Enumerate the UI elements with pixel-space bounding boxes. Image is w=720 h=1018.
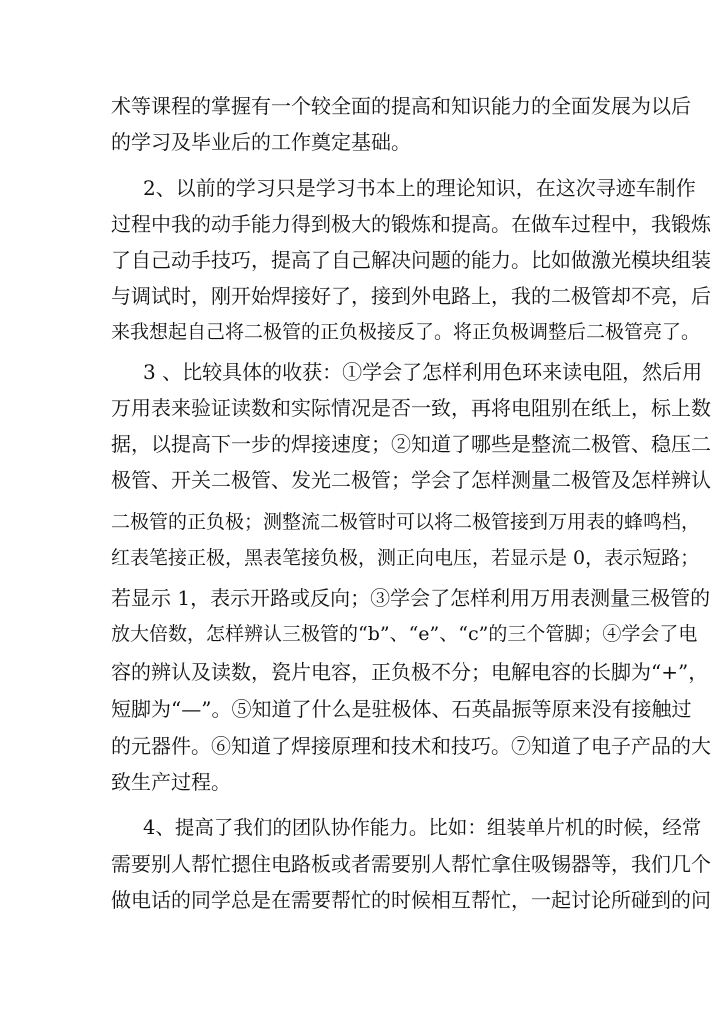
text-line: 的元器件。⑥知道了焊接原理和技术和技巧。⑦知道了电子产品的大 <box>111 734 711 758</box>
text-line: 据，以提高下一步的焊接速度；②知道了哪些是整流二极管、稳压二 <box>111 432 711 456</box>
text-line: 二极管的正负极；测整流二极管时可以将二极管接到万用表的蜂鸣档， <box>111 511 701 533</box>
text-line: 极管、开关二极管、发光二极管；学会了怎样测量二极管及怎样辨认 <box>111 468 711 492</box>
text-line: 短脚为“—”。⑤知道了什么是驻极体、石英晶振等原来没有接触过 <box>111 697 692 721</box>
text-line: 的学习及毕业后的工作奠定基础。 <box>111 130 411 154</box>
text-line: 红表笔接正极，黑表笔接负极，测正向电压，若显示是 0，表示短路； <box>111 547 700 569</box>
paragraph-3-start: 3 、比较具体的收获：①学会了怎样利用色环来读电阻，然后用 <box>143 360 703 384</box>
text-line: 致生产过程。 <box>111 770 231 794</box>
text-line: 若显示 1，表示开路或反向；③学会了怎样利用万用表测量三极管的 <box>111 586 711 610</box>
text-line: 万用表来验证读数和实际情况是否一致，再将电阻别在纸上，标上数 <box>111 396 711 420</box>
paragraph-4-start: 4、提高了我们的团队协作能力。比如：组装单片机的时候，经常 <box>143 816 702 839</box>
text-line: 与调试时，刚开始焊接好了，接到外电路上，我的二极管却不亮，后 <box>111 284 711 308</box>
text-line: 术等课程的掌握有一个较全面的提高和知识能力的全面发展为以后 <box>111 94 691 118</box>
text-line: 容的辨认及读数，瓷片电容，正负极不分；电解电容的长脚为“+”， <box>111 660 709 684</box>
text-line: 做电话的同学总是在需要帮忙的时候相互帮忙，一起讨论所碰到的问 <box>111 888 711 912</box>
text-line: 过程中我的动手能力得到极大的锻炼和提高。在做车过程中，我锻炼 <box>111 212 711 236</box>
text-line: 了自己动手技巧，提高了自己解决问题的能力。比如做激光模块组装 <box>111 248 711 272</box>
text-line: 需要别人帮忙摁住电路板或者需要别人帮忙拿住吸锡器等，我们几个 <box>111 852 711 876</box>
text-line: 放大倍数，怎样辨认三极管的“b”、“e”、“c”的三个管脚；④学会了电 <box>111 623 698 645</box>
text-line: 来我想起自己将二极管的正负极接反了。将正负极调整后二极管亮了。 <box>111 321 701 343</box>
paragraph-2-start: 2、以前的学习只是学习书本上的理论知识，在这次寻迹车制作 <box>143 176 696 200</box>
